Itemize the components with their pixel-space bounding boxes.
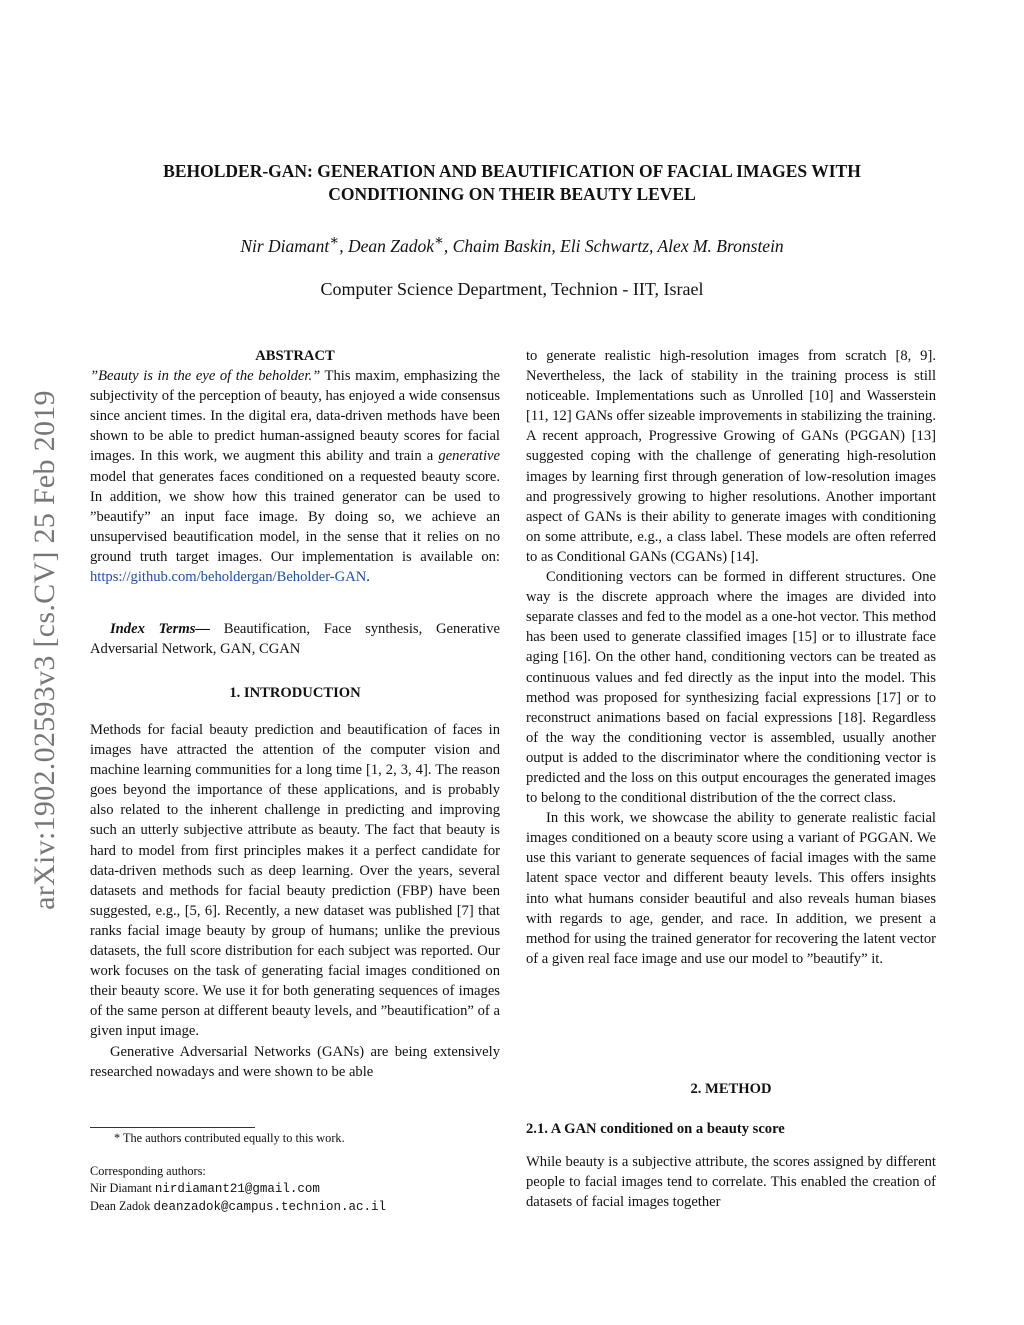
email-2[interactable]: deanzadok@campus.technion.ac.il: [153, 1200, 387, 1214]
intro-heading: [90, 683, 500, 703]
corresponding-author-1: [90, 1180, 500, 1198]
arxiv-stamp: [20, 355, 70, 945]
index-terms-text: Beautification, Face synthesis, Generative Adversarial Network, GAN, CGAN: [90, 621, 500, 658]
author-2: Dean Zadok: [347, 235, 434, 256]
equal-contribution-mark: ∗: [329, 233, 340, 249]
method-section: [526, 1152, 936, 1212]
author-1: Nir Diamant: [240, 235, 330, 256]
other-authors: Chaim Baskin, Eli Schwartz, Alex M. Bronstein: [452, 235, 784, 256]
abstract-body-2: model that generates faces conditioned on a requested beauty score. In addition, we show how this trained generator can be used to ”beautify” an input face image. By doing so, we achieve an unsupervised beautification model, in the sense that it relies on no ground truth target images. Our implementation is available on:: [90, 468, 500, 565]
index-terms-label: Index Terms—: [110, 621, 210, 637]
method-paragraph-1: While beauty is a subjective attribute, the scores assigned by different people to facial images tend to correlate. This enabled the creation of datasets of facial images together: [526, 1154, 936, 1211]
index-terms: [90, 619, 500, 659]
github-link[interactable]: https://github.com/beholdergan/Beholder-GAN: [90, 569, 367, 586]
abstract-text: [90, 366, 500, 587]
right-paragraph-3: In this work, we showcase the ability to generate realistic facial images conditioned on a beauty score using a variant of PGGAN. We use this variant to generate sequences of facial images with the same latent space vector and different beauty levels. This offers insights into what humans consider beautiful and also reveals human biases with regards to age, gender, and race. In addition, we present a method for using the trained generator for recovering the latent vector of a given real face image and use our model to ”beautify” it.: [526, 810, 936, 967]
abstract-body-1: This maxim, emphasizing the subjectivity of the perception of beauty, has enjoyed a wide consensus since ancient times. In the digital era, data-driven methods have been shown to be able to predict human-assigned beauty scores for facial images. In this work, we augment this ability and train a: [90, 368, 500, 465]
corresponding-author-2: [90, 1198, 500, 1216]
author-list: Nir Diamant∗, Dean Zadok∗, Chaim Baskin, Eli Schwartz, Alex M. Bronstein: [240, 233, 784, 256]
abstract-end: .: [366, 569, 370, 586]
intro-paragraph-2: Generative Adversarial Networks (GANs) are being extensively researched nowadays and were shown to be able: [90, 1043, 500, 1080]
abstract-section: [90, 346, 500, 587]
affiliation: Computer Science Department, Technion - IIT, Israel: [320, 279, 704, 299]
method-heading-text: 2. METHOD: [690, 1081, 772, 1097]
abstract-quote: ”Beauty is in the eye of the beholder.”: [90, 368, 321, 385]
method-heading: [526, 1079, 936, 1099]
title-line-1: BEHOLDER-GAN: GENERATION AND BEAUTIFICATION OF FACIAL IMAGES WITH: [163, 161, 861, 181]
corr-name-2: Dean Zadok: [90, 1199, 151, 1213]
equal-contribution-mark: ∗: [434, 233, 444, 249]
arxiv-id: arXiv:1902.02593v3 [cs.CV] 25 Feb 2019: [28, 390, 61, 910]
intro-section: [90, 720, 500, 1082]
abstract-generative: generative: [438, 448, 500, 465]
footnotes: [90, 1130, 500, 1216]
right-column: [526, 346, 936, 969]
intro-paragraph-1: Methods for facial beauty prediction and beautification of faces in images have attracted the attention of the computer vision and machine learning communities for a long time [1, 2, 3, 4]. The reason goes beyond the importance of these applications, and is probably also related to the inherent challenge in predicting and improving such an utterly subjective attribute as beauty. The fact that beauty is hard to model from first principles makes it a perfect candidate for data-driven methods such as deep learning. Over the years, several datasets and methods for facial beauty prediction (FBP) have been suggested, e.g., [5, 6]. Recently, a new dataset was published [7] that ranks facial image beauty by group of humans; unlike the previous datasets, the full score distribution for each subject was reported. Our work focuses on the task of generating facial images conditioned on their beauty score. We use it for both generating sequences of images of the same person at different beauty levels, and ”beautification” of a given input image.: [90, 722, 500, 1040]
paper-title: [90, 160, 934, 206]
intro-heading-text: 1. INTRODUCTION: [229, 685, 361, 701]
corresponding-label: Corresponding authors:: [90, 1164, 206, 1178]
subsection-heading-text: 2.1. A GAN conditioned on a beauty score: [526, 1121, 785, 1137]
footnote-rule: [90, 1127, 255, 1128]
equal-contribution-note: * The authors contributed equally to this work.: [114, 1131, 345, 1145]
right-paragraph-2: Conditioning vectors can be formed in different structures. One way is the discrete approach where the images are divided into separate classes and fed to the model as a one-hot vector. This method has been used to generate classified images [15] or to illustrate face aging [16]. On the other hand, conditioning vectors can be treated as continuous values and fed directly as the input into the model. This method was proposed for synthesizing facial expressions [17] or to reconstruct animations based on facial expressions [18]. Regardless of the way the conditioning vector is assembled, usually another output is added to the discriminator where the conditioning vector is predicted and the loss on this output encourages the generated images to belong to the conditional distribution of the the correct class.: [526, 569, 936, 807]
subsection-heading: [526, 1119, 936, 1139]
right-paragraph-1: to generate realistic high-resolution images from scratch [8, 9]. Nevertheless, the lack of stability in the training process is still noticeable. Implementations such as Unrolled [10] and Wasserstein [11, 12] GANs offer sizeable improvements in stabilizing the training. A recent approach, Progressive Growing of GANs (PGGAN) [13] suggested coping with the challenge of generating high-resolution images by learning first through generation of low-resolution images and progressively growing to higher resolutions. Another important aspect of GANs is their ability to generate images with conditioning on some attribute, e.g., a class label. These models are often referred to as Conditional GANs (CGANs) [14].: [526, 348, 936, 565]
abstract-heading: ABSTRACT: [255, 348, 335, 364]
title-line-2: CONDITIONING ON THEIR BEAUTY LEVEL: [328, 184, 696, 204]
corr-name-1: Nir Diamant: [90, 1181, 152, 1195]
email-1[interactable]: nirdiamant21@gmail.com: [154, 1182, 320, 1196]
